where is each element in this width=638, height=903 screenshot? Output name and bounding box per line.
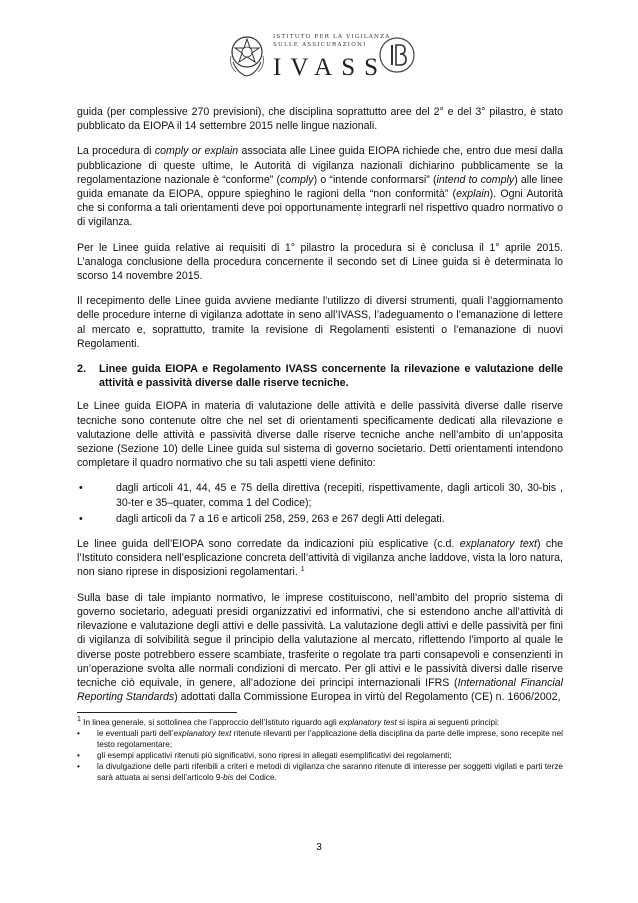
section-number: 2. [77,363,87,376]
ib-monogram-icon [378,36,416,74]
paragraph: Il recepimento delle Linee guida avviene mediante l’utilizzo di diversi strumenti, quali l’aggiornamento delle procedure interne di vigilanza adottate in seno all’IVASS, l’adeguamento o l’emanazione di lettere al mercato e, soprattutto, tramite la revisione di Regolamenti esistenti o l’emanazione di nuovi Regolamenti. [77,295,563,350]
footnote-number: 1 [77,716,81,723]
main-text [77,105,563,715]
section-heading [77,362,563,390]
org-name-line2: SULLE ASSICURAZIONI [273,42,367,48]
bullet-icon: • [77,762,80,771]
footnote-intro: $^1$ In linea generale, si sottolinea che l’approccio dell’Istituto riguardo agli explanatory test si ispira ai seguenti principi: [77,716,500,727]
section-title: Linee guida EIOPA e Regolamento IVASS concernente la rilevazione e valutazione delle attività e passività diverse dalle riserve tecniche. [99,363,563,390]
bullet-icon: • [77,729,80,738]
list-item: • gli esempi applicativi ritenuti più significativi, sono ripresi in allegati esemplificativi dei regolamenti; [77,751,452,760]
italian-republic-emblem-icon [228,32,266,78]
page-number: 3 [316,842,322,853]
org-name-line1: ISTITUTO PER LA VIGILANZA [273,34,391,40]
bullet-icon: • [79,482,83,495]
list-item: • dagli articoli da 7 a 16 e articoli 258, 259, 263 e 267 degli Atti delegati. [79,512,445,525]
letterhead [228,30,418,90]
footnote-separator [77,712,237,713]
list-item: • la divulgazione delle parti riferibili a criteri e metodi di vigilanza che saranno ritenute di interesse per soggetti vigilati e parti terze sarà attuata ai sensi dell’articolo 9-bis del Codice. [77,762,563,782]
paragraph: Per le Linee guida relative ai requisiti di 1° pilastro la procedura si è conclusa il 1° aprile 2015. L’analoga conclusione della procedura concernente il secondo set di Linee guida si è determinata lo scorso 14 novembre 2015. [77,241,563,283]
paragraph: guida (per complessive 270 previsioni), che disciplina soprattutto aree del 2° e del 3° pilastro, è stato pubblicato da EIOPA il 14 settembre 2015 nelle lingue nazionali. [77,106,563,133]
footnote-reference[interactable]: 1 [300,566,305,574]
brand-logo-text: IVASS [273,54,388,81]
list-item: • dagli articoli 41, 44, 45 e 75 della direttiva (recepiti, rispettivamente, dagli articoli 30, 30-bis , 30-ter e 35–quater, comma 1 del Codice); [79,482,563,509]
organization-name [273,34,391,82]
list-item: • le eventuali parti dell’explanatory text ritenute rilevanti per l’applicazione della disciplina da parte delle imprese, sono recepite nel testo regolamentare; [77,729,563,749]
bullet-icon: • [77,751,80,760]
bullet-list [77,481,563,526]
footnote [77,717,563,783]
footnote-list [77,728,563,783]
paragraph: Le linee guida dell’EIOPA sono corredate da indicazioni più esplicative (c.d. explanatory text) che l’Istituto considera nell’esplicazione concreta dell’attività di vigilanza anche laddove, vista la loro natura, non siano riprese in disposizioni regolamentari. $^1$ [77,538,563,579]
paragraph: Le Linee guida EIOPA in materia di valutazione delle attività e delle passività diverse dalle riserve tecniche sono contenute oltre che nel set di orientamenti specificamente dedicati alla rilevazione e valutazione delle attività e passività diverse dalle riserve tecniche anche nell’ambito di un’apposita sezione (Sezione 10) delle Linee guida sul sistema di governo societario. Detti orientamenti intendono completare il quadro normativo che su tali aspetti viene definito: [77,400,563,470]
paragraph: Sulla base di tale impianto normativo, le imprese costituiscono, nell’ambito del proprio sistema di governo societario, adeguati presidi organizzativi ed informativi, che si estendono anche all’attività di rilevazione e valutazione degli attivi e delle passività. La valutazione degli attivi e delle passività per fini di vigilanza di solvibilità segue il principio della valutazione al mercato, riflettendo l’importo al quale le diverse poste potrebbero essere scambiate, trasferite o regolate tra parti consapevoli e consenzienti in un’operazione svolta alle normali condizioni di mercato. Per gli attivi e le passività diversi dalle riserve tecniche ciò equivale, in genere, all’adozione dei principi internazionali IFRS (International Financial Reporting Standards) adottati dalla Commissione Europea in virtù del Regolamento (CE) n. 1606/2002, [77,591,563,704]
paragraph: La procedura di comply or explain associata alle Linee guida EIOPA richiede che, entro due mesi dalla pubblicazione di queste ultime, le Autorità di vigilanza nazionali dichiarino pubblicamente se la regolamentazione nazionale è “conforme” (comply) o “intende conformarsi” (intend to comply) alle linee guida emanate da EIOPA, oppure spieghino le ragioni della “non conformità” (explain). Ogni Autorità che si conforma a tali orientamenti deve poi opportunamente integrarli nel rispettivo quadro normativo o di vigilanza. [77,145,564,229]
bullet-icon: • [79,512,83,525]
